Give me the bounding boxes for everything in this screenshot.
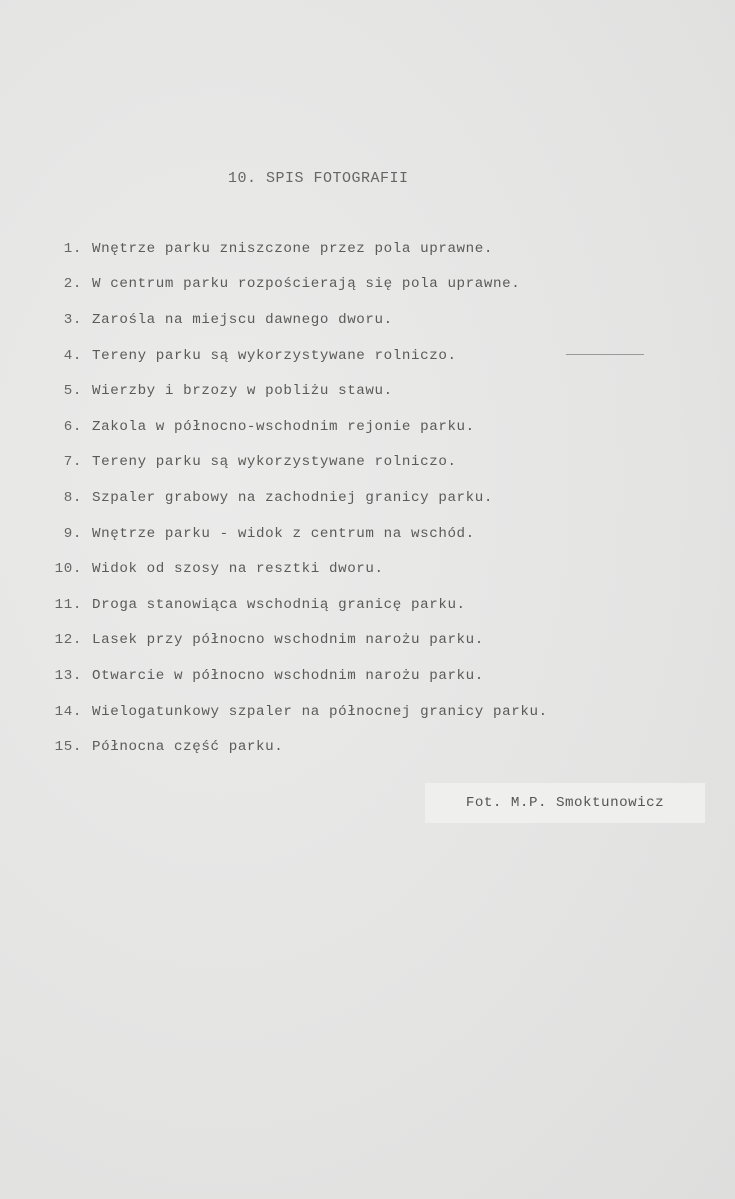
photo-list [0,231,548,765]
item-number: 10. [54,561,82,578]
list-item [0,231,548,267]
item-number: 9. [63,525,82,542]
section-title: 10. SPIS FOTOGRAFII [228,170,409,187]
list-item [0,338,548,374]
item-number: 5. [63,383,82,400]
item-caption: Lasek przy północno wschodnim narożu parku. [92,632,484,649]
item-caption: W centrum parku rozpościerają się pola uprawne. [92,276,521,293]
list-item [0,658,548,694]
list-item [0,267,548,303]
item-caption: Tereny parku są wykorzystywane rolniczo. [92,454,457,471]
item-caption: Tereny parku są wykorzystywane rolniczo. [92,347,457,364]
list-item [0,623,548,659]
stray-pen-line [566,354,644,355]
list-item [0,302,548,338]
item-number: 14. [54,703,82,720]
photo-credit: Fot. M.P. Smoktunowicz [425,783,705,823]
list-item [0,516,548,552]
list-item [0,551,548,587]
item-caption: Zarośla na miejscu dawnego dworu. [92,311,393,328]
item-caption: Wielogatunkowy szpaler na północnej granicy parku. [92,703,548,720]
item-caption: Północna część parku. [92,739,284,756]
item-number: 12. [54,632,82,649]
item-number: 15. [54,739,82,756]
item-number: 2. [63,276,82,293]
item-number: 6. [63,418,82,435]
list-item [0,373,548,409]
item-number: 8. [63,489,82,506]
list-item [0,409,548,445]
item-caption: Wnętrze parku zniszczone przez pola uprawne. [92,240,494,257]
item-number: 11. [54,596,82,613]
list-item [0,729,548,765]
item-caption: Wnętrze parku - widok z centrum na wschód. [92,525,475,542]
item-number: 3. [63,311,82,328]
list-item [0,587,548,623]
item-caption: Otwarcie w północno wschodnim narożu parku. [92,667,484,684]
item-caption: Wierzby i brzozy w pobliżu stawu. [92,383,393,400]
item-caption: Widok od szosy na resztki dworu. [92,561,384,578]
item-number: 4. [63,347,82,364]
list-item [0,694,548,730]
item-caption: Zakola w północno-wschodnim rejonie parku. [92,418,475,435]
item-caption: Droga stanowiąca wschodnią granicę parku. [92,596,466,613]
list-item [0,445,548,481]
item-number: 7. [63,454,82,471]
item-number: 1. [63,240,82,257]
item-number: 13. [54,667,82,684]
list-item [0,480,548,516]
item-caption: Szpaler grabowy na zachodniej granicy parku. [92,489,494,506]
